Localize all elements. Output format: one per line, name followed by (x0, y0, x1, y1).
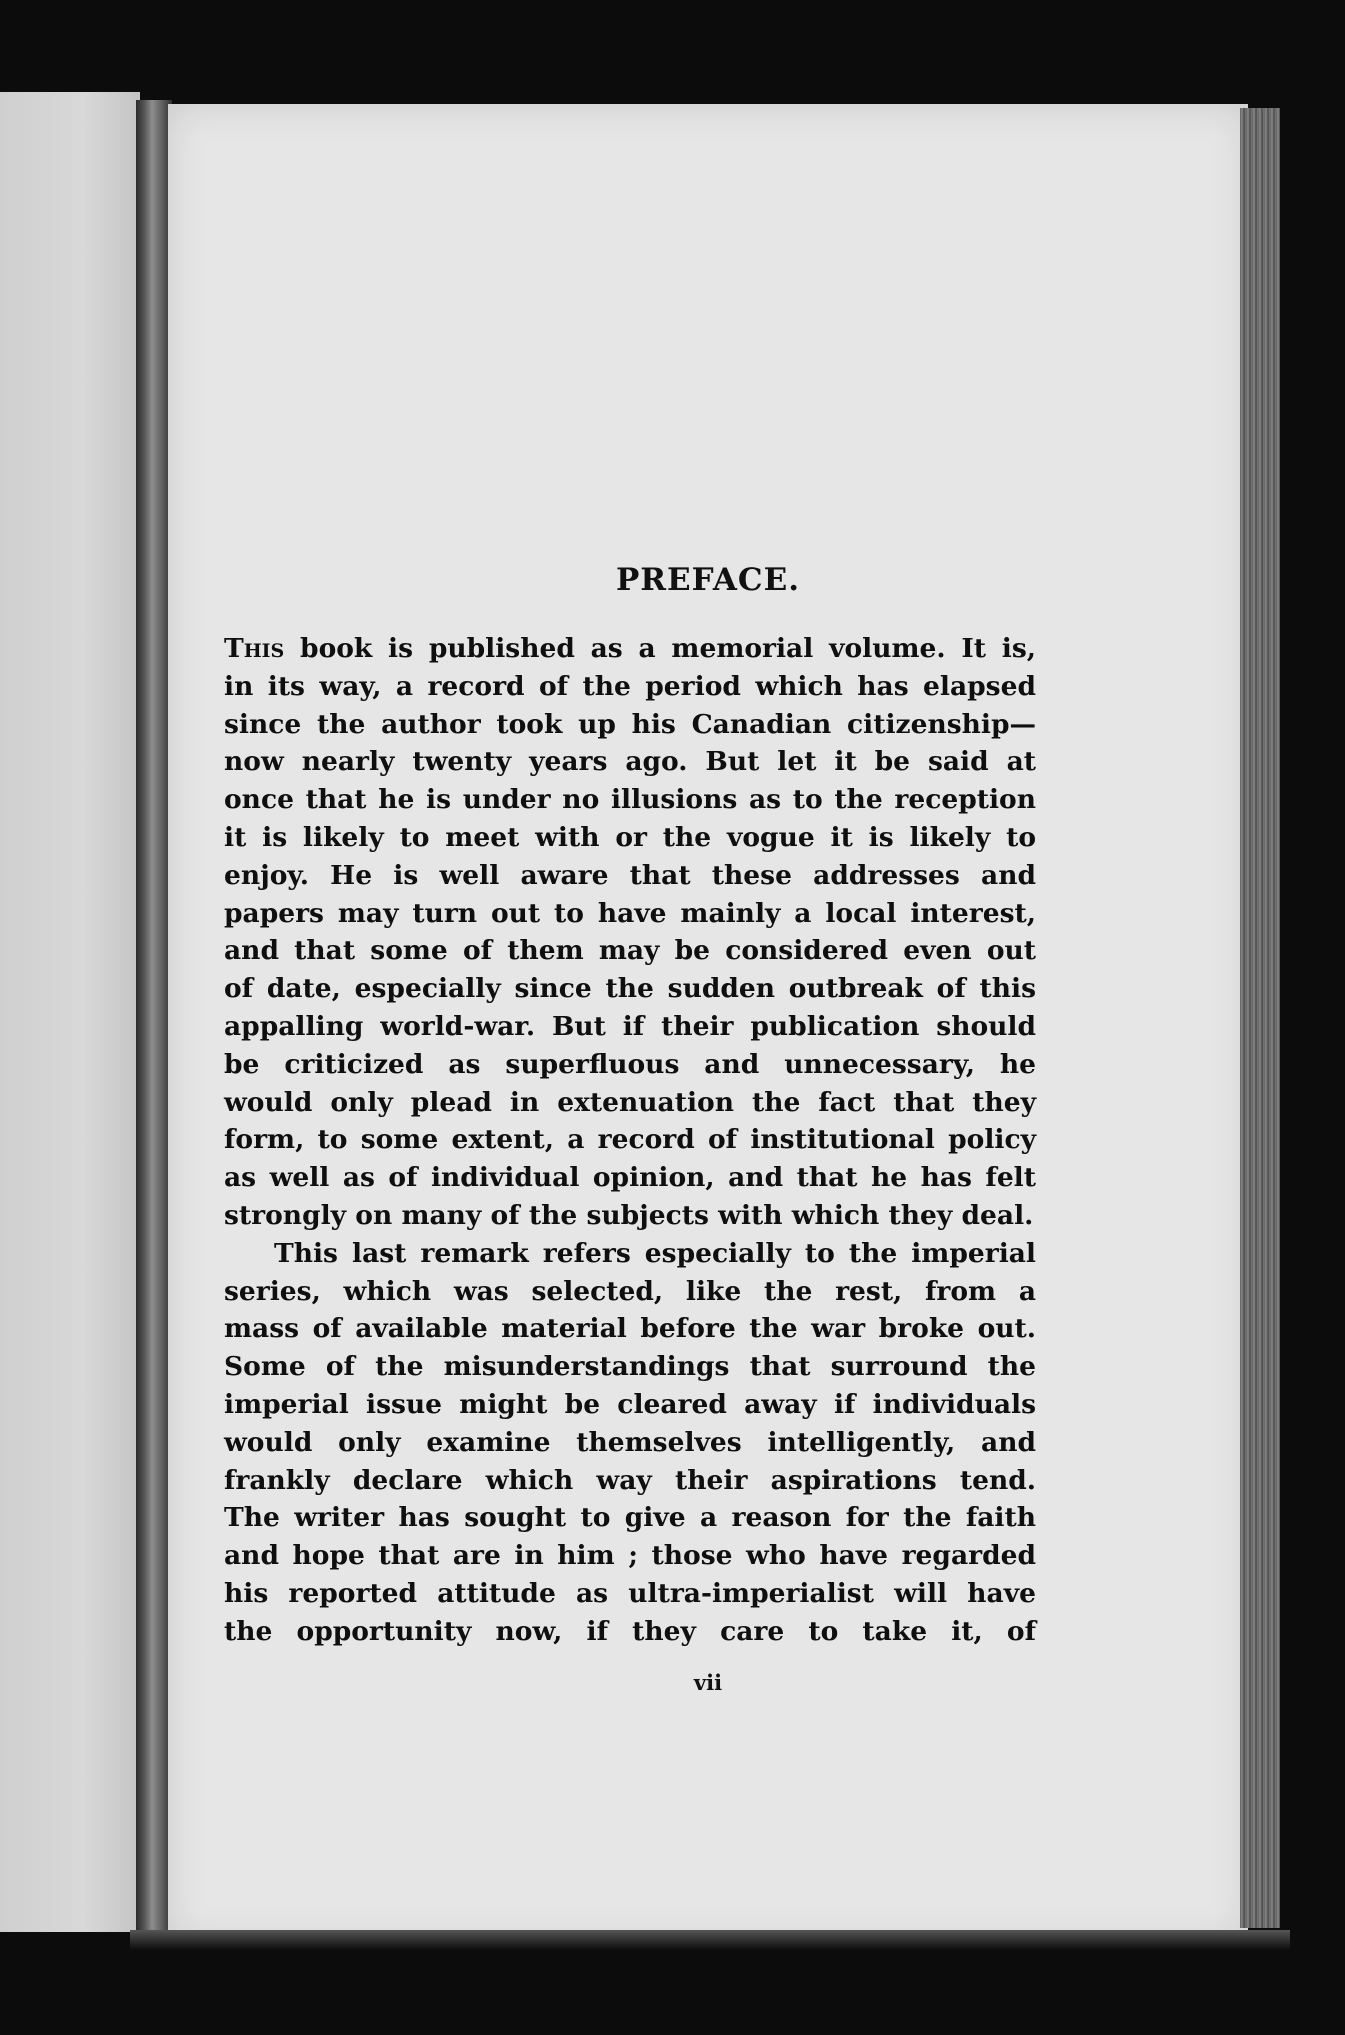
adjacent-page-strip (0, 92, 140, 1932)
text-line: be criticized as superfluous and unnecessary, he (224, 1048, 1036, 1080)
text-line: form, to some extent, a record of institutional policy (224, 1124, 1036, 1156)
text-line: and that some of them may be considered even out (224, 935, 1036, 967)
text-line: The writer has sought to give a reason for the faith (224, 1502, 1036, 1534)
paragraph-2 (224, 1235, 1036, 1651)
text-line: enjoy. He is well aware that these addresses and (224, 859, 1036, 891)
text-line: since the author took up his Canadian citizenship— (224, 708, 1036, 740)
text-line: would only examine themselves intelligently, and (224, 1426, 1036, 1458)
text-line: strongly on many of the subjects with which they deal. (224, 1199, 1034, 1231)
page-edge-stack (1240, 108, 1280, 1928)
text-line: papers may turn out to have mainly a local interest, (224, 897, 1036, 929)
text-line: as well as of individual opinion, and that he has felt (224, 1162, 1036, 1194)
page-bottom-shadow (130, 1930, 1290, 1950)
book-gutter (136, 100, 172, 1930)
text-line: once that he is under no illusions as to the reception (224, 784, 1036, 816)
text-line: This book is published as a memorial volume. It is, (224, 633, 1036, 664)
text-line: his reported attitude as ultra-imperialist will have (224, 1577, 1036, 1609)
text-line: imperial issue might be cleared away if individuals (224, 1388, 1036, 1420)
text-line: mass of available material before the war broke out. (224, 1313, 1036, 1345)
text-line: now nearly twenty years ago. But let it be said at (224, 746, 1036, 778)
text-line: the opportunity now, if they care to take it, of (224, 1615, 1036, 1647)
text-line: of date, especially since the sudden outbreak of this (224, 973, 1036, 1005)
text-line: frankly declare which way their aspirations tend. (224, 1464, 1036, 1496)
text-line: it is likely to meet with or the vogue it is likely to (224, 821, 1036, 853)
text-line: appalling world-war. But if their publication should (224, 1010, 1036, 1042)
text-line: would only plead in extenuation the fact that they (224, 1086, 1036, 1118)
paragraph-1 (224, 630, 1036, 1235)
page-number: vii (693, 1670, 723, 1695)
first-word: This (224, 633, 285, 664)
text-line: series, which was selected, like the rest, from a (224, 1275, 1036, 1307)
text-line: in its way, a record of the period which has elapsed (224, 670, 1036, 702)
text-line: and hope that are in him ; those who have regarded (224, 1540, 1036, 1572)
chapter-heading: PREFACE. (615, 562, 801, 598)
preface-text (224, 630, 1036, 1651)
text-line: Some of the misunderstandings that surround the (224, 1351, 1036, 1383)
text-line: This last remark refers especially to the imperial (274, 1237, 1036, 1269)
